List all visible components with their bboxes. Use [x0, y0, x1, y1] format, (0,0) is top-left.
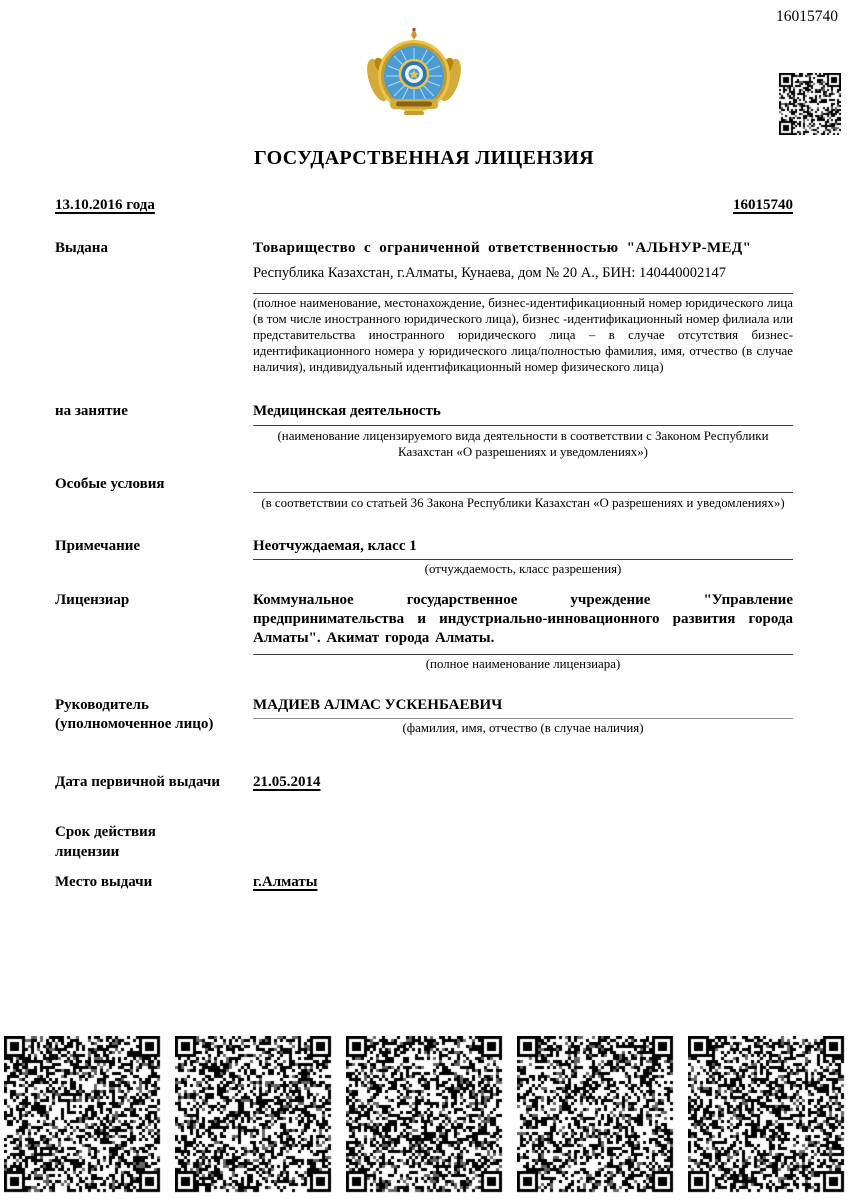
barcode-block	[175, 1036, 333, 1194]
field-validity	[55, 823, 793, 862]
first-issue-date-value: 21.05.2014	[253, 773, 321, 790]
issued-to-label: Выдана	[55, 240, 108, 256]
barcode-row	[4, 1036, 846, 1194]
date-number-row	[55, 197, 793, 214]
barcode-block	[517, 1036, 675, 1194]
field-head	[55, 696, 793, 737]
divider-line	[253, 718, 793, 719]
note-value: Неотчуждаемая, класс 1	[253, 537, 417, 554]
special-conditions-caption: (в соответствии со статьей 36 Закона Республики Казахстан «О разрешениях и уведомлениях»)	[261, 495, 785, 510]
issue-date: 13.10.2016 года	[55, 197, 155, 213]
special-conditions-value	[253, 475, 793, 492]
divider-line	[253, 425, 793, 426]
document-title: ГОСУДАРСТВЕННАЯ ЛИЦЕНЗИЯ	[253, 147, 595, 169]
divider-line	[253, 293, 793, 294]
activity-label: на занятие	[55, 402, 128, 419]
validity-label: Срок действия лицензии	[55, 824, 156, 860]
special-conditions-label: Особые условия	[55, 475, 165, 492]
licensor-label: Лицензиар	[55, 592, 130, 609]
activity-caption: (наименование лицензируемого вида деятельности в соответствии с Законом Республики Казахстан «О разрешениях и уведомлениях»)	[277, 429, 769, 459]
field-licensor	[55, 591, 793, 672]
place-of-issue-label: Место выдачи	[55, 874, 153, 891]
field-issued-to	[55, 239, 793, 376]
note-caption: (отчуждаемость, класс разрешения)	[424, 562, 622, 577]
licensor-value: Коммунальное государственное учреждение "Управление предпринимательства и индустриально-инновационного развития города Алматы". Акимат города Алматы.	[253, 592, 793, 647]
document-body	[55, 0, 793, 893]
issued-to-caption: (полное наименование, местонахождение, бизнес-идентификационный номер юридического лица (в том числе иностранного юридического лица), бизнес -идентификационный номер филиала или представительства иностранного юридического лица – в случае отсутствия бизнес-идентификационного номера у юридического лица/полностью фамилия, имя, отчество (в случае наличия), индивидуальный идентификационный номер физического лица)	[253, 296, 793, 374]
licensor-caption: (полное наименование лицензиара)	[425, 656, 621, 671]
head-label: Руководитель (уполномоченное лицо)	[55, 696, 214, 732]
field-place-of-issue	[55, 873, 793, 893]
head-caption: (фамилия, имя, отчество (в случае наличия)	[402, 721, 644, 735]
field-special-conditions	[55, 475, 793, 512]
barcode-block	[688, 1036, 846, 1194]
barcode-block	[4, 1036, 162, 1194]
divider-line	[253, 492, 793, 493]
divider-line	[253, 654, 793, 655]
activity-value: Медицинская деятельность	[253, 402, 441, 419]
document-number-top: 16015740	[776, 8, 838, 25]
company-address: Республика Казахстан, г.Алматы, Кунаева, дом № 20 А., БИН: 140440002147	[253, 264, 727, 281]
first-issue-date-label: Дата первичной выдачи	[55, 773, 221, 790]
barcode-block	[346, 1036, 504, 1194]
note-label: Примечание	[55, 537, 141, 554]
field-first-issue-date	[55, 773, 793, 793]
field-activity	[55, 402, 793, 461]
field-note	[55, 537, 793, 578]
divider-line	[253, 559, 793, 560]
company-name: Товарищество с ограниченной ответственностью "АЛЬНУР-МЕД"	[253, 240, 752, 256]
head-value: МАДИЕВ АЛМАС УСКЕНБАЕВИЧ	[253, 696, 503, 713]
place-of-issue-value: г.Алматы	[253, 874, 318, 891]
license-number: 16015740	[733, 197, 793, 213]
